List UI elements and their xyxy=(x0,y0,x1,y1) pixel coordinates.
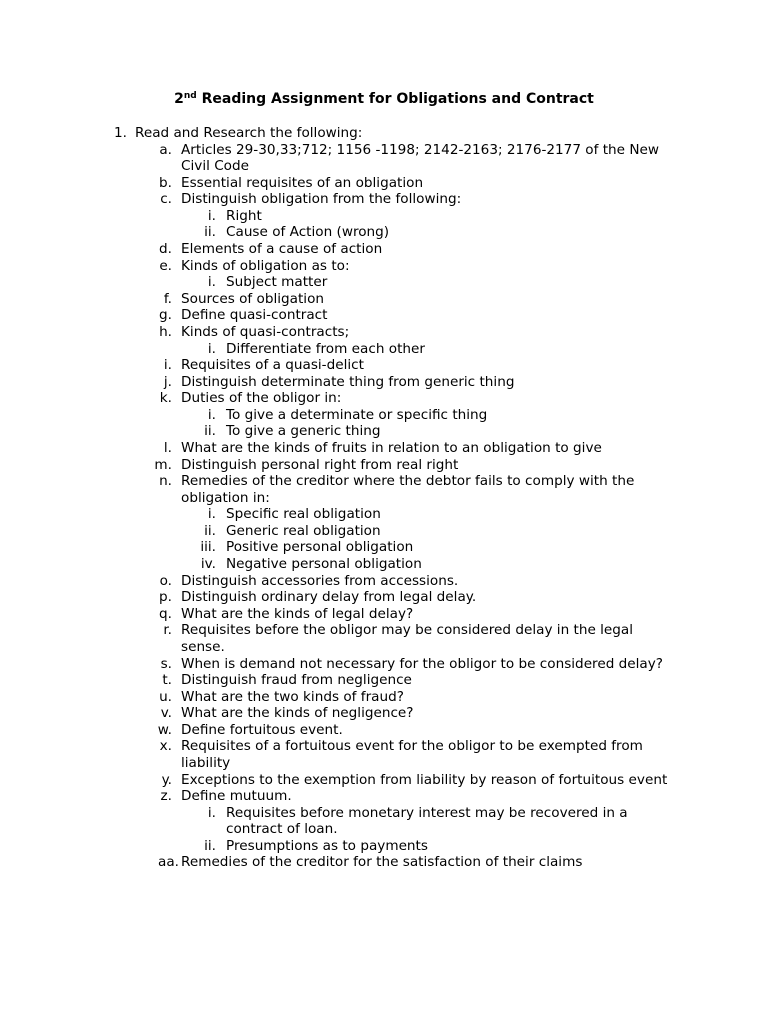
list-item xyxy=(0,291,768,308)
list-item-marker: b. xyxy=(159,174,172,191)
list-item-marker: i. xyxy=(163,357,172,374)
list-item xyxy=(0,573,768,590)
list-item xyxy=(0,423,768,440)
list-item-text: Define fortuitous event. xyxy=(181,721,343,738)
list-item xyxy=(0,705,768,722)
list-item-marker: c. xyxy=(160,191,172,208)
list-item-marker: ii. xyxy=(204,522,216,539)
list-item-text: Distinguish accessories from accessions. xyxy=(181,572,459,589)
list-item-marker: v. xyxy=(160,705,172,722)
list-item xyxy=(0,606,768,623)
list-item xyxy=(0,854,768,871)
list-item-text: Exceptions to the exemption from liability by reason of fortuitous event xyxy=(181,771,668,788)
list-item-marker: e. xyxy=(159,257,172,274)
list-item xyxy=(0,390,768,407)
list-item-text: Requisites before the obligor may be considered delay in the legal xyxy=(181,622,634,639)
list-item-marker: iv. xyxy=(200,556,216,573)
list-item-text: Differentiate from each other xyxy=(226,340,425,357)
list-item-continuation xyxy=(0,490,768,507)
list-item-marker: p. xyxy=(159,589,172,606)
list-item-marker: y. xyxy=(161,771,172,788)
list-item-marker: ii. xyxy=(204,224,216,241)
list-item-text: Distinguish personal right from real right xyxy=(181,456,459,473)
list-item-marker: a. xyxy=(159,141,172,158)
list-item xyxy=(0,224,768,241)
list-item-marker: o. xyxy=(159,572,172,589)
list-item xyxy=(0,457,768,474)
title-text: Reading Assignment for Obligations and Contract xyxy=(196,91,594,107)
list-item-text: liability xyxy=(181,754,231,771)
list-item-text: Subject matter xyxy=(226,274,328,291)
list-item xyxy=(0,208,768,225)
list-item-marker: i. xyxy=(207,506,216,523)
title-ordinal-suffix: nd xyxy=(183,91,197,101)
list-item xyxy=(0,689,768,706)
list-item-text: Distinguish ordinary delay from legal delay. xyxy=(181,589,477,606)
list-item xyxy=(0,622,768,639)
list-item-marker: i. xyxy=(207,406,216,423)
list-item-marker: w. xyxy=(157,721,172,738)
list-item-marker: i. xyxy=(207,207,216,224)
list-item xyxy=(0,589,768,606)
list-item-marker: iii. xyxy=(200,539,216,556)
list-item-text: Requisites of a quasi-delict xyxy=(181,357,364,374)
list-item xyxy=(0,506,768,523)
list-item-continuation xyxy=(0,639,768,656)
list-item xyxy=(0,125,768,142)
list-item-marker: ii. xyxy=(204,837,216,854)
list-item-text: Kinds of quasi-contracts; xyxy=(181,323,350,340)
list-item-marker: f. xyxy=(163,290,172,307)
list-item-text: Negative personal obligation xyxy=(226,556,422,573)
list-item-marker: n. xyxy=(159,473,172,490)
list-item xyxy=(0,473,768,490)
list-item-text: Sources of obligation xyxy=(181,290,325,307)
list-item xyxy=(0,307,768,324)
list-item xyxy=(0,374,768,391)
list-item xyxy=(0,324,768,341)
list-item-text: Positive personal obligation xyxy=(226,539,414,556)
list-item-marker: s. xyxy=(160,655,172,672)
list-item-marker: aa. xyxy=(158,854,179,871)
list-item-marker: m. xyxy=(154,456,172,473)
list-item-text: Elements of a cause of action xyxy=(181,241,383,258)
list-item xyxy=(0,341,768,358)
list-item-continuation xyxy=(0,755,768,772)
list-item-marker: t. xyxy=(162,672,172,689)
list-item-text: Distinguish obligation from the following: xyxy=(181,191,462,208)
document-title xyxy=(0,89,768,109)
list-item-text: What are the kinds of negligence? xyxy=(181,705,414,722)
list-item-text: When is demand not necessary for the obligor to be considered delay? xyxy=(181,655,664,672)
list-item-text: Essential requisites of an obligation xyxy=(181,174,424,191)
list-item-marker: h. xyxy=(159,323,172,340)
list-item-text: Requisites before monetary interest may be recovered in a xyxy=(226,804,628,821)
list-item xyxy=(0,672,768,689)
title-number: 2 xyxy=(174,91,184,107)
list-item xyxy=(0,656,768,673)
list-item-text: Define quasi-contract xyxy=(181,307,328,324)
list-item-text: To give a generic thing xyxy=(226,423,381,440)
list-item-text: Right xyxy=(226,207,262,224)
list-item xyxy=(0,191,768,208)
list-item xyxy=(0,772,768,789)
list-item xyxy=(0,241,768,258)
list-item-marker: j. xyxy=(163,373,172,390)
list-item-marker: d. xyxy=(159,241,172,258)
list-item-marker: g. xyxy=(159,307,172,324)
list-item-text: Articles 29-30,33;712; 1156 -1198; 2142-2163; 2176-2177 of the New xyxy=(181,141,659,158)
list-item-text: Distinguish determinate thing from generic thing xyxy=(181,373,515,390)
list-item xyxy=(0,357,768,374)
list-item-marker: 1. xyxy=(114,125,127,141)
list-item-text: Presumptions as to payments xyxy=(226,837,428,854)
list-item-marker: q. xyxy=(159,605,172,622)
list-item-text: What are the kinds of legal delay? xyxy=(181,605,414,622)
list-item-marker: x. xyxy=(159,738,172,755)
list-item-marker: z. xyxy=(160,788,172,805)
list-item-text: sense. xyxy=(181,638,225,655)
list-item-marker: i. xyxy=(207,340,216,357)
list-item-text: To give a determinate or specific thing xyxy=(226,406,488,423)
list-item-text: Read and Research the following: xyxy=(135,125,363,141)
list-item xyxy=(0,539,768,556)
list-item-marker: l. xyxy=(163,439,172,456)
list-item-text: Cause of Action (wrong) xyxy=(226,224,390,241)
list-item xyxy=(0,805,768,822)
list-item-marker: u. xyxy=(159,688,172,705)
list-item-text: Requisites of a fortuitous event for the obligor to be exempted from xyxy=(181,738,643,755)
list-item xyxy=(0,142,768,159)
list-item xyxy=(0,274,768,291)
list-item-marker: k. xyxy=(159,390,172,407)
list-item xyxy=(0,175,768,192)
list-item xyxy=(0,838,768,855)
list-item-marker: i. xyxy=(207,274,216,291)
list-item xyxy=(0,258,768,275)
list-item xyxy=(0,556,768,573)
list-item-text: Define mutuum. xyxy=(181,788,292,805)
list-item-continuation xyxy=(0,821,768,838)
list-item-text: What are the two kinds of fraud? xyxy=(181,688,404,705)
list-item-text: What are the kinds of fruits in relation to an obligation to give xyxy=(181,439,602,456)
list-item xyxy=(0,788,768,805)
list-item-text: Kinds of obligation as to: xyxy=(181,257,350,274)
list-item-text: Distinguish fraud from negligence xyxy=(181,672,412,689)
list-item xyxy=(0,523,768,540)
list-item-text: obligation in: xyxy=(181,489,270,506)
list-item-text: Duties of the obligor in: xyxy=(181,390,342,407)
list-item-marker: ii. xyxy=(204,423,216,440)
list-item xyxy=(0,407,768,424)
list-item-marker: r. xyxy=(163,622,172,639)
list-item-text: contract of loan. xyxy=(226,821,338,838)
list-item-text: Specific real obligation xyxy=(226,506,381,523)
list-item-text: Civil Code xyxy=(181,158,249,175)
list-item-text: Remedies of the creditor where the debtor fails to comply with the xyxy=(181,473,635,490)
list-item xyxy=(0,440,768,457)
reading-list xyxy=(0,125,768,871)
list-item-text: Remedies of the creditor for the satisfaction of their claims xyxy=(181,854,583,871)
list-item-marker: i. xyxy=(207,804,216,821)
list-item xyxy=(0,722,768,739)
list-item xyxy=(0,738,768,755)
list-item-continuation xyxy=(0,158,768,175)
list-item-text: Generic real obligation xyxy=(226,522,381,539)
